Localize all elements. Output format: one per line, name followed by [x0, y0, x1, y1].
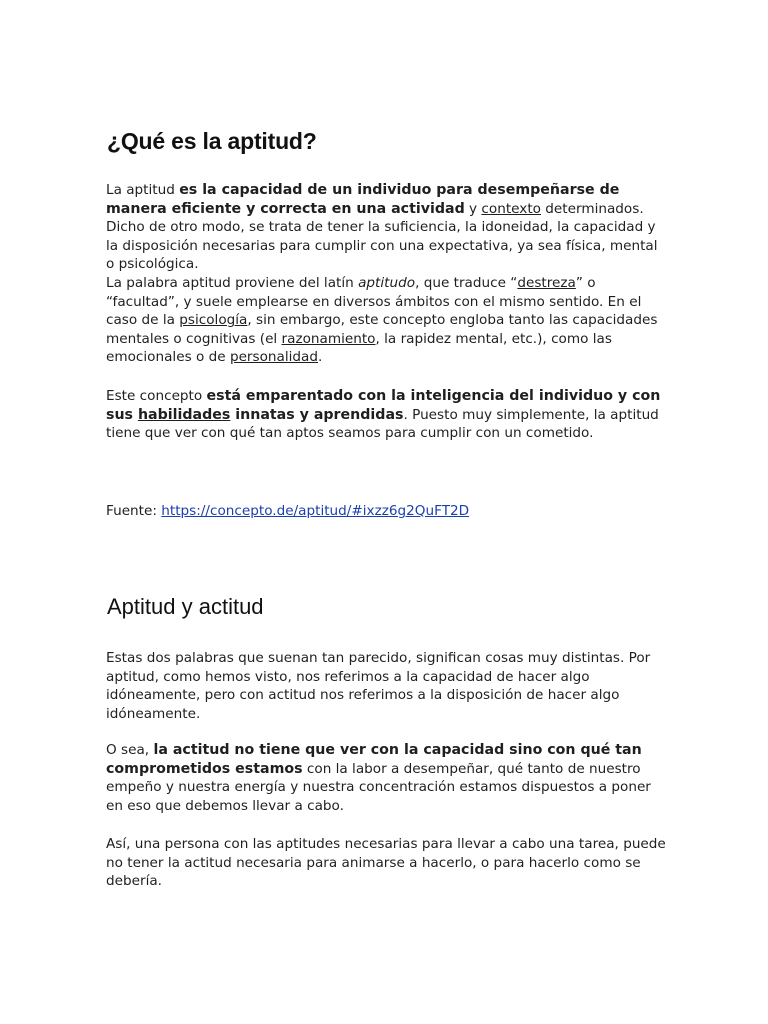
link-contexto[interactable]: contexto: [481, 200, 541, 217]
source-label: Fuente:: [106, 503, 162, 519]
paragraph-diferencia: Estas dos palabras que suenan tan parecido, significan cosas muy distintas. Por aptitud, como hemos visto, nos referimos a la capacidad de hacer algo idóneamente, pero con actitud nos referimos a la disposición de hacer algo idóneamente.: [106, 650, 651, 722]
heading-que-es-la-aptitud: ¿Qué es la aptitud?: [107, 128, 317, 154]
bold-text: está emparentado con la inteligencia del individuo y con sus: [106, 388, 661, 423]
link-personalidad[interactable]: personalidad: [229, 349, 319, 366]
text: .: [318, 349, 323, 366]
paragraph-source: [106, 502, 666, 521]
text: con la labor a desempeñar, qué tanto de nuestro empeño y nuestra energía y nuestra concentración estamos dispuestos a poner en eso que debemos llevar a cabo.: [106, 760, 651, 814]
text: ” o “facultad”, y suele emplearse en diversos ámbitos con el mismo sentido. En el caso de la: [106, 275, 642, 329]
text: , sin embargo, este concepto engloba tanto las capacidades mentales o cognitivas (el: [106, 312, 658, 347]
text: . Puesto muy simplemente, la aptitud tiene que ver con qué tan aptos seamos para cumplir con un cometido.: [106, 406, 659, 442]
text: determinados. Dicho de otro modo, se trata de tener la suficiencia, la idoneidad, la capacidad y la disposición necesarias para cumplir con una expectativa, ya sea física, mental o psicológica.: [106, 200, 658, 273]
paragraph-definition: [106, 181, 666, 274]
italic-text: aptitudo: [358, 275, 416, 291]
text: La palabra aptitud proviene del latín: [106, 275, 359, 291]
link-razonamiento[interactable]: razonamiento: [281, 330, 376, 347]
bold-text: innatas y aprendidas: [230, 406, 404, 423]
text: La aptitud: [106, 182, 180, 198]
heading-aptitud-y-actitud: Aptitud y actitud: [107, 594, 264, 619]
text: O sea,: [106, 742, 154, 758]
text: y: [464, 200, 482, 217]
paragraph-inteligencia: [106, 387, 666, 443]
link-psicologia[interactable]: psicología: [179, 312, 248, 329]
paragraph-etymology: [106, 274, 666, 367]
bold-text: la actitud no tiene que ver con la capacidad sino con qué tan comprometidos estamos: [106, 742, 642, 777]
text: , que traduce “: [415, 275, 518, 291]
link-destreza[interactable]: destreza: [517, 275, 576, 291]
source-link[interactable]: https://concepto.de/aptitud/#ixzz6g2QuFT2D: [161, 503, 470, 519]
text: , la rapidez mental, etc.), como las emocionales o de: [106, 330, 612, 366]
underline-text[interactable]: habilidades: [137, 406, 231, 423]
paragraph-asi: Así, una persona con las aptitudes necesarias para llevar a cabo una tarea, puede no tener la actitud necesaria para animarse a hacerlo, o para hacerlo como se debería.: [106, 836, 666, 890]
link-habilidades[interactable]: [138, 407, 230, 423]
paragraph-o-sea: [106, 741, 666, 815]
bold-text: es la capacidad de un individuo para desempeñarse de manera eficiente y correcta en una actividad: [106, 182, 620, 217]
text: Este concepto: [106, 388, 207, 404]
